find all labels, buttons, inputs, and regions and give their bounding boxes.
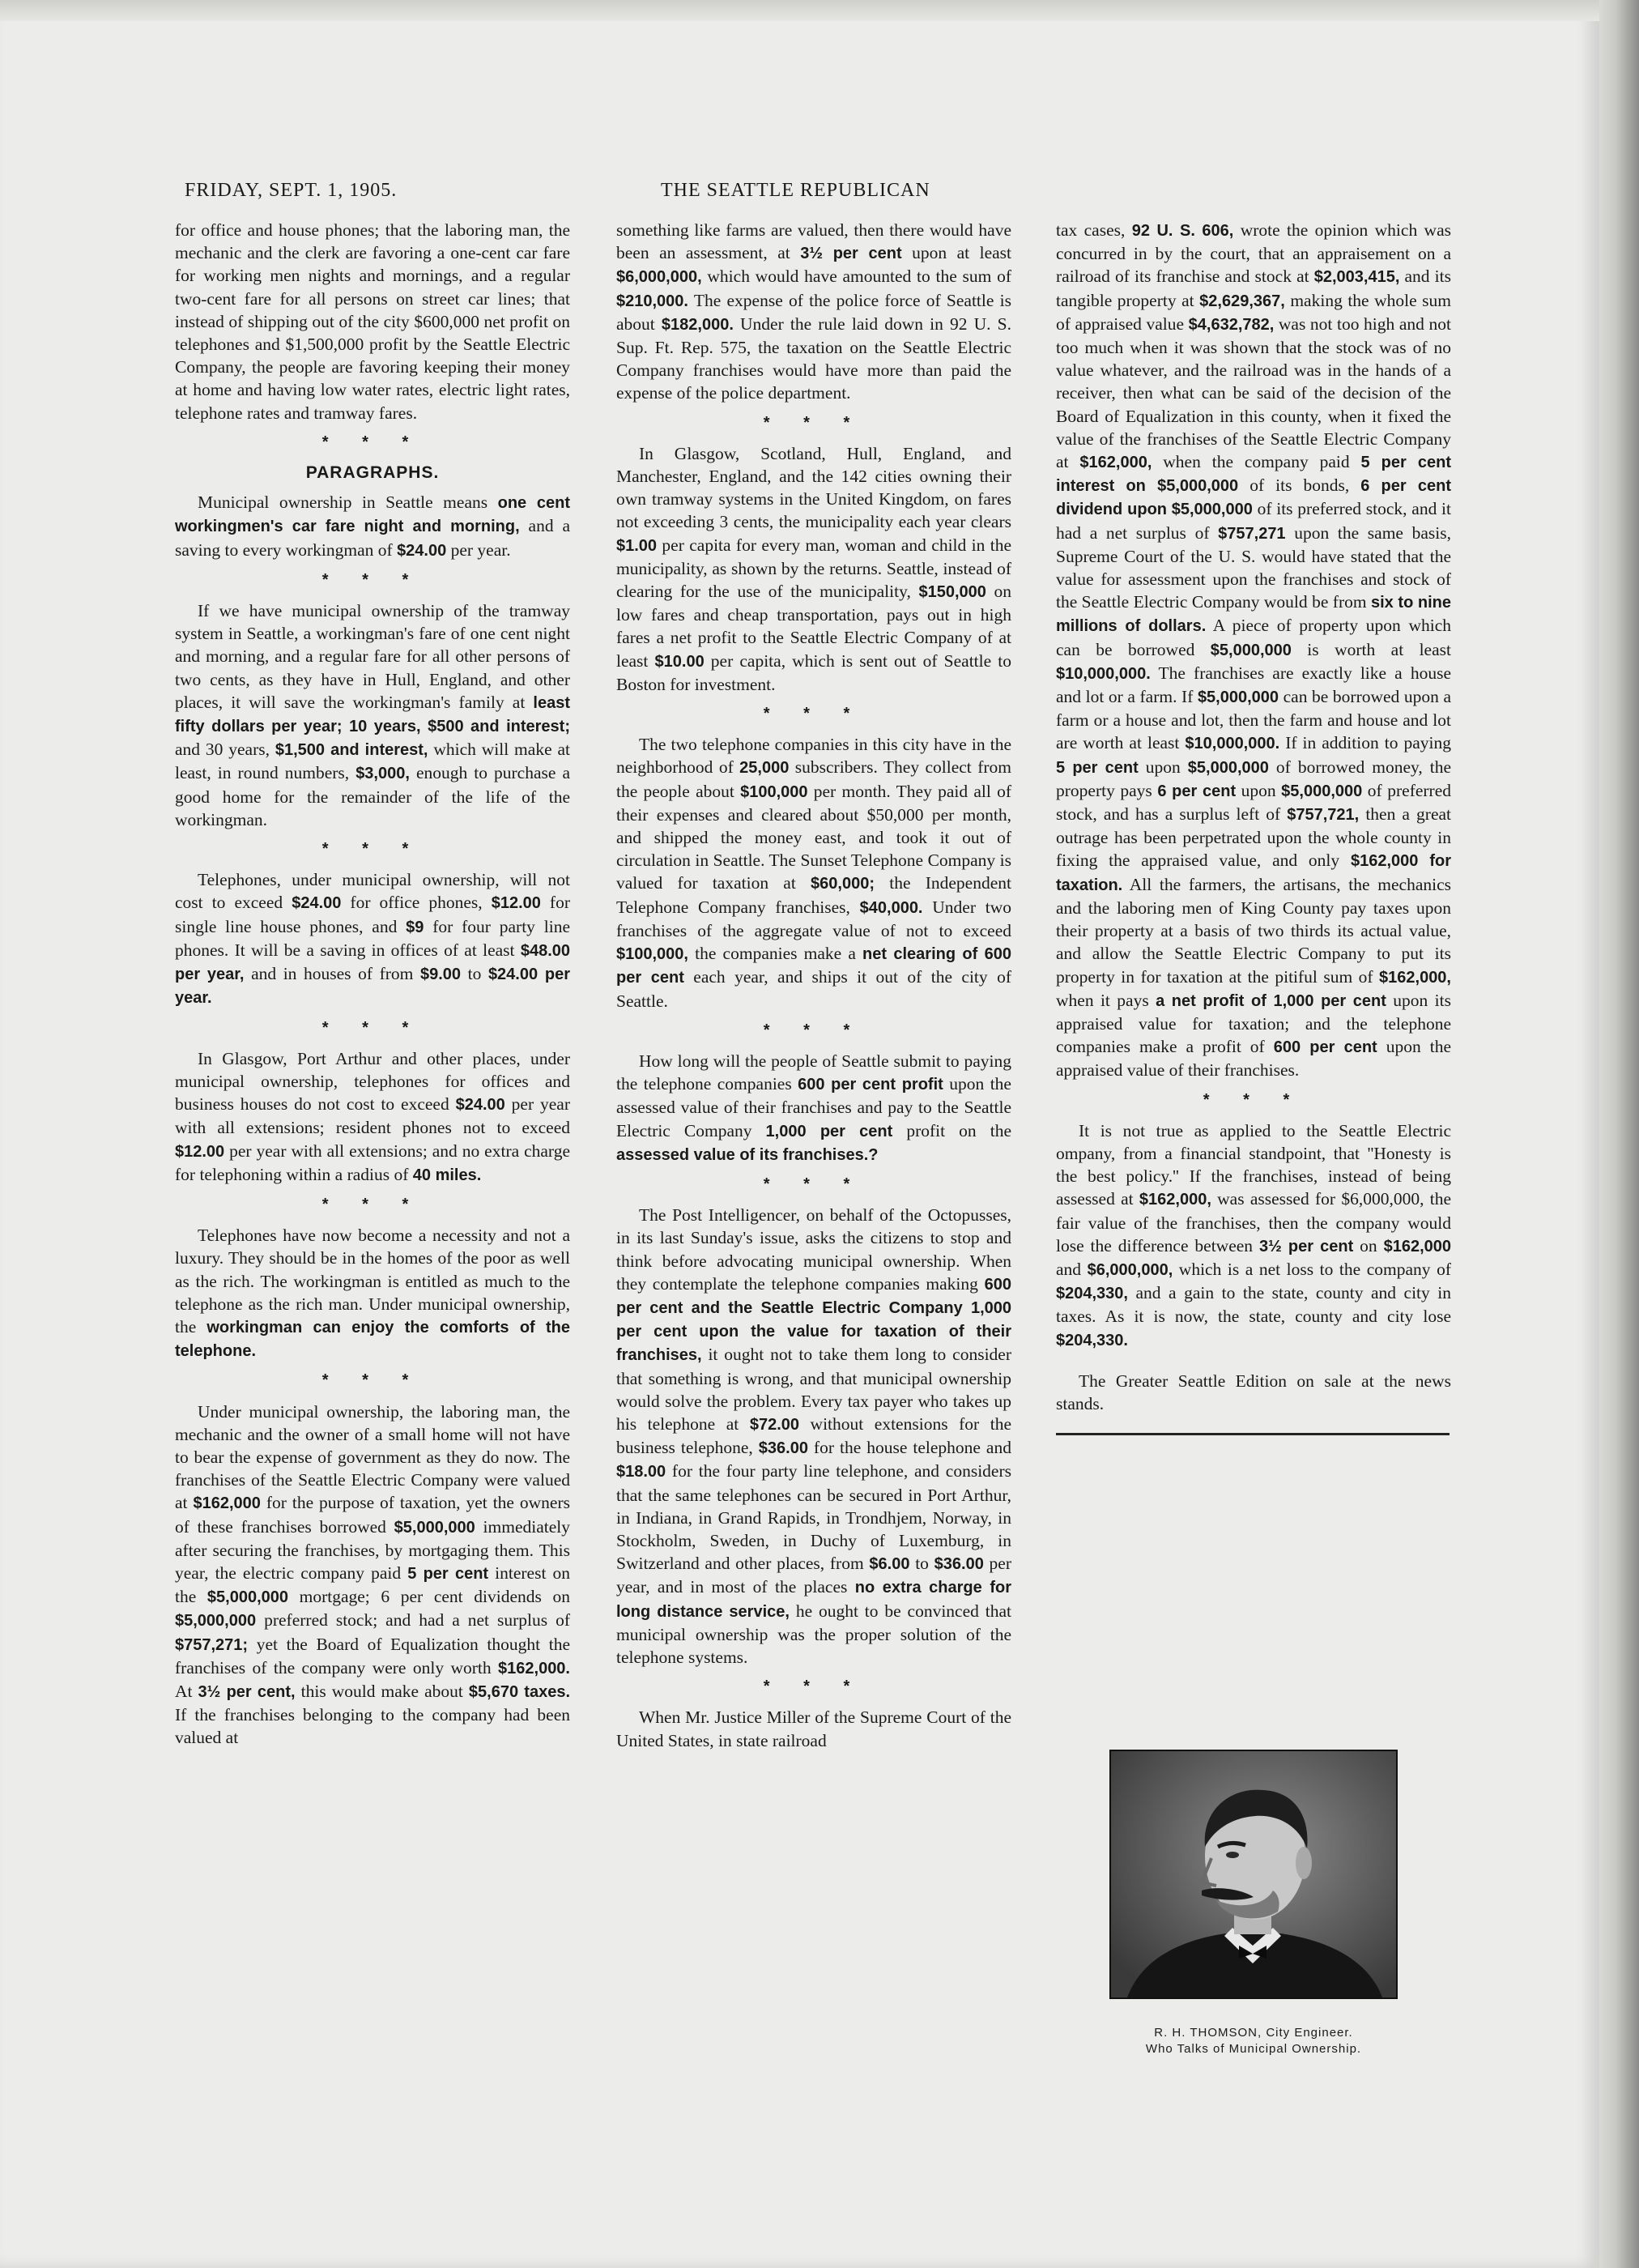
paragraph: Under municipal ownership, the laboring man, the mechanic and the owner of a small home will not have to bear the expense of government as they do now. The franchises of the Seattle Electric Company were valued at $162,000 for the purpose of taxation, yet the owners of these franchises borrowed $5,000,000 immediately after securing the franchises, by mortgaging them. This year, the electric company paid 5 per cent interest on the $5,000,000 mortgage; 6 per cent dividends on $5,000,000 preferred stock; and had a net surplus of $757,271; yet the Board of Equalization thought the franchises of the company were only worth $162,000. At 3½ per cent, this would make about $5,670 taxes. If the franchises belonging to the company had been valued at	[175, 1401, 571, 1748]
portrait-illustration	[1111, 1751, 1396, 1997]
paragraph: How long will the people of Seattle submit to paying the telephone companies 600 per cent profit upon the assessed value of their franchises and pay to the Seattle Electric Company 1,000 per cent profit on the assessed value of its franchises.?	[616, 1051, 1011, 1164]
paragraph: tax cases, 92 U. S. 606, wrote the opinion which was concurred in by the court, that an appraisement on a railroad of its franchise and stock at $2,003,415, and its tangible property at $2,629,367, making the whole sum of appraised value $4,632,782, was not too high and not too much when it was shown that the stock was of no value whatever, and the railroad was in the hands of a receiver, then what can be said of the decision of the Board of Equalization in this county, when it fixed the value of the franchises of the Seattle Electric Company at $162,000, when the company paid 5 per cent interest on $5,000,000 of its bonds, 6 per cent dividend upon $5,000,000 of its preferred stock, and it had a net surplus of $757,271 upon the same basis, Supreme Court of the U. S. would have stated that the value for assessment upon the franchises and stock of the Seattle Electric Company would be from six to nine millions of dollars. A piece of property upon which can be borrowed $5,000,000 is worth at least $10,000,000. The franchises are exactly like a house and lot or a farm. If $5,000,000 can be borrowed upon a farm or a house and lot, then the farm and house and lot are worth at least $10,000,000. If in addition to paying 5 per cent upon $5,000,000 of borrowed money, the property pays 6 per cent upon $5,000,000 of preferred stock, and has a surplus left of $757,721, then a great outrage has been perpetrated upon the whole county in fixing the appraised value, and only $162,000 for taxation. All the farmers, the artisans, the mechanics and the laboring men of King County pay taxes upon their property at a basis of two thirds its actual value, and allow the Seattle Electric Company to put its property in for taxation at the pitiful sum of $162,000, when it pays a net profit of 1,000 per cent upon its appraised value for taxation; and the telephone companies make a profit of 600 per cent upon the appraised value of their franchises.	[1056, 220, 1452, 1081]
paragraph: for office and house phones; that the laboring man, the mechanic and the clerk are favoring a one-cent car fare for working men nights and mornings, and a regular two-cent fare for all persons on street car lines; that instead of shipping out of the city $600,000 net profit on telephones and $1,500,000 profit by the Seattle Electric Company, the people are favoring keeping their money at home and having low water rates, electric light rates, telephone rates and tramway fares.	[175, 220, 570, 423]
column-2	[616, 219, 1011, 1752]
section-separator: * * *	[763, 1678, 865, 1696]
divider-rule	[1056, 1433, 1450, 1435]
section-separator: * * *	[1203, 1090, 1305, 1109]
caption-subtitle: Who Talks of Municipal Ownership.	[1145, 2042, 1362, 2056]
page-top-fold	[0, 0, 1599, 21]
paragraph: something like farms are valued, then there would have been an assessment, at 3½ per cent upon at least $6,000,000, which would have amounted to the sum of $210,000. The expense of the police force of Seattle is about $182,000. Under the rule laid down in 92 U. S. Sup. Ft. Rep. 575, the taxation on the Seattle Electric Company franchises would have more than paid the expense of the police department.	[616, 220, 1012, 403]
paragraph: Municipal ownership in Seattle means one cent workingmen's car fare night and morning, and a saving to every workingman of $24.00 per year.	[175, 492, 570, 560]
section-separator: * * *	[321, 433, 424, 451]
column-1	[175, 219, 570, 1750]
section-separator: * * *	[763, 705, 865, 723]
section-headline: PARAGRAPHS.	[305, 463, 440, 483]
issue-date: FRIDAY, SEPT. 1, 1905.	[185, 180, 398, 201]
paragraph: The Post Intelligencer, on behalf of the Octopusses, in its last Sunday's issue, asks the citizens to stop and think before advocating municipal ownership. When they contemplate the telephone companies making 600 per cent and the Seattle Electric Company 1,000 per cent upon the value for taxation of their franchises, it ought not to take them long to consider that something is wrong, and that municipal ownership would solve the problem. Every tax payer who takes up his telephone at $72.00 without extensions for the business telephone, $36.00 for the house telephone and $18.00 for the four party line telephone, and considers that the same telephones can be secured in Port Arthur, in Indiana, in Grand Rapids, in Trondhjem, Norway, in Stockholm, Sweden, in Duchy of Luxemburg, in Switzerland and other places, from $6.00 to $36.00 per year, and in most of the places no extra charge for long distance service, he ought to be convinced that municipal ownership was the proper solution of the telephone systems.	[616, 1205, 1012, 1667]
section-separator: * * *	[321, 1018, 424, 1037]
paragraph: The Greater Seattle Edition on sale at the news stands.	[1056, 1371, 1451, 1413]
section-separator: * * *	[321, 1195, 424, 1213]
portrait-caption	[1056, 2025, 1451, 2057]
section-separator: * * *	[763, 1174, 865, 1193]
paragraph: Telephones, under municipal ownership, will not cost to exceed $24.00 for office phones, $12.00 for single line house phones, and $9 for four party line phones. It will be a saving in offices of at least $48.00 per year, and in houses of from $9.00 to $24.00 per year.	[175, 870, 571, 1008]
paragraph: In Glasgow, Port Arthur and other places, under municipal ownership, telephones for offices and business houses do not cost to exceed $24.00 per year with all extensions; resident phones not to exceed $12.00 per year with all extensions; and no extra charge for telephoning within a radius of 40 miles.	[175, 1048, 570, 1184]
paragraph: It is not true as applied to the Seattle Electric ompany, from a financial standpoint, that ''Honesty is the best policy.'' If the franchises, instead of being assessed at $162,000, was assessed for $6,000,000, the fair value of the franchises, then the company would lose the difference between 3½ per cent on $162,000 and $6,000,000, which is a net loss to the company of $204,330, and a gain to the state, county and city in taxes. As it is now, the state, county and city lose $204,330.	[1056, 1120, 1452, 1349]
newspaper-title: THE SEATTLE REPUBLICAN	[661, 180, 930, 201]
page-edge	[1599, 0, 1639, 2268]
paragraph: If we have municipal ownership of the tramway system in Seattle, a workingman's fare of one cent night and morning, and a regular fare for all other persons of two cents, as they have in Hull, England, and other places, it will save the workingman's family at least fifty dollars per year; 10 years, $500 and interest; and 30 years, $1,500 and interest, which will make at least, in round numbers, $3,000, enough to purchase a good home for the remainder of the life of the workingman.	[175, 601, 570, 829]
page-header	[185, 180, 1456, 207]
paragraph: The two telephone companies in this city have in the neighborhood of 25,000 subscribers. They collect from the people about $100,000 per month. They paid all of their expenses and cleared about $50,000 per month, and shipped the money east, and took it out of circulation in Seattle. The Sunset Telephone Company is valued for taxation at $60,000; the Independent Telephone Company franchises, $40,000. Under two franchises of the aggregate value of not to exceed $100,000, the companies make a net clearing of 600 per cent each year, and ships it out of the city of Seattle.	[616, 735, 1011, 1011]
section-separator: * * *	[763, 1021, 865, 1039]
section-separator: * * *	[321, 570, 424, 589]
caption-name: R. H. THOMSON, City Engineer.	[1154, 2026, 1353, 2040]
section-separator: * * *	[321, 840, 424, 859]
paragraph: Telephones have now become a necessity and not a luxury. They should be in the homes of the poor as well as the rich. The workingman is entitled as much to the telephone as the rich man. Under municipal ownership, the workingman can enjoy the comforts of the telephone.	[175, 1226, 570, 1361]
portrait-photo	[1109, 1750, 1398, 1999]
column-3	[1056, 219, 1451, 1435]
section-separator: * * *	[763, 413, 865, 432]
section-separator: * * *	[321, 1371, 424, 1390]
paragraph: When Mr. Justice Miller of the Supreme Court of the United States, in state railroad	[616, 1707, 1011, 1750]
paragraph: In Glasgow, Scotland, Hull, England, and Manchester, England, and the 142 cities owning their own tramway systems in the United Kingdom, on fares not exceeding 3 cents, the municipality each year clears $1.00 per capita for every man, woman and child in the municipality, as shown by the returns. Seattle, instead of clearing for the use of the municipality, $150,000 on low fares and cheap transportation, pays out in high fares a net profit to the Seattle Electric Company of at least $10.00 per capita, which is sent out of Seattle to Boston for investment.	[616, 443, 1012, 694]
